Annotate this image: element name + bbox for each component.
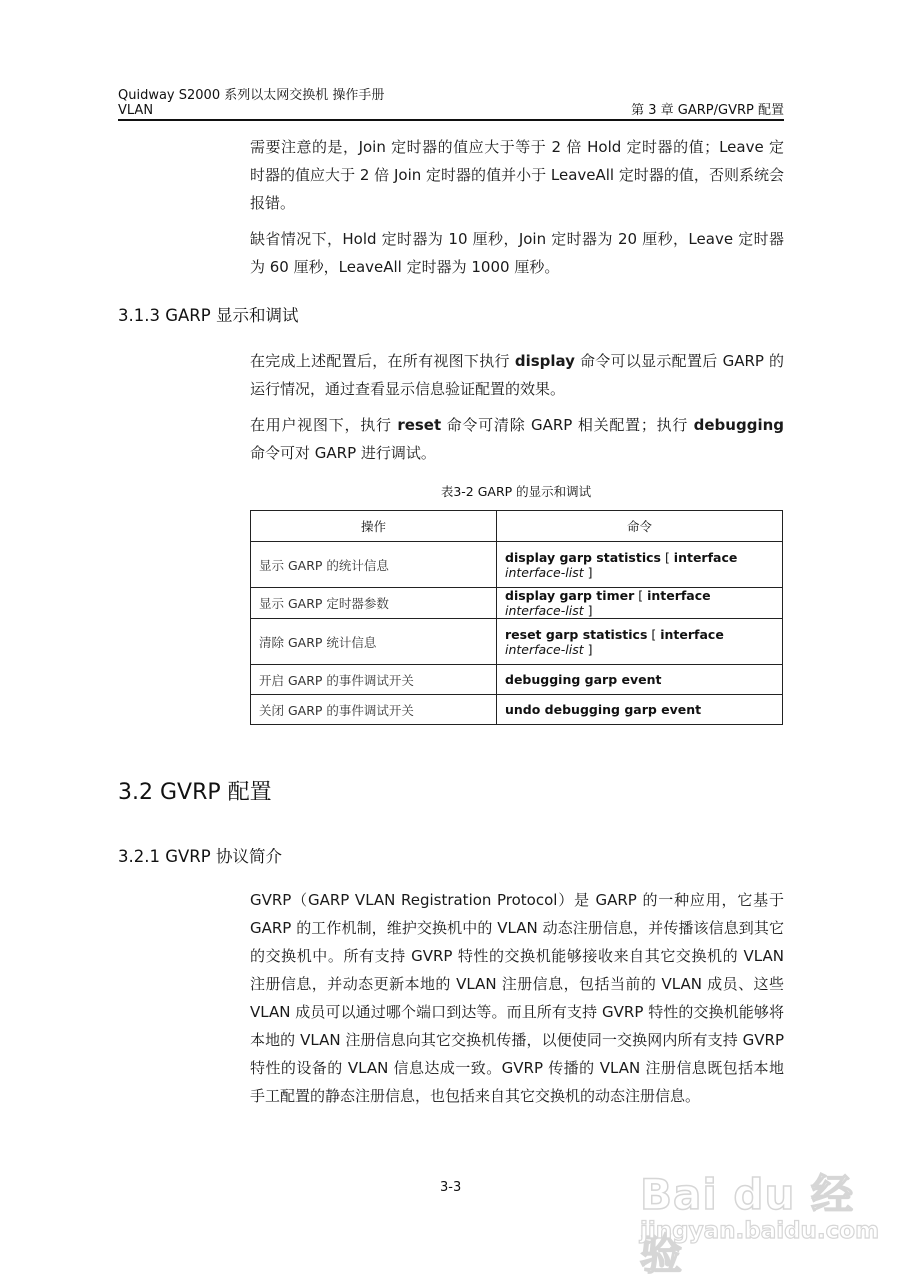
page-number: 3-3	[440, 1180, 462, 1195]
debugging-keyword: debugging	[693, 416, 784, 434]
section-heading-3-1-3: 3.1.3 GARP 显示和调试	[118, 306, 299, 325]
column-header-operation: 操作	[251, 511, 497, 542]
watermark-url: jingyan.baidu.com	[640, 1218, 880, 1244]
baidu-jingyan-watermark	[640, 1148, 880, 1279]
table-row: 显示 GARP 定时器参数 display garp timer [ interface interface-list ]	[251, 588, 783, 619]
table-row: 关闭 GARP 的事件调试开关 undo debugging garp event	[251, 695, 783, 725]
reset-keyword: reset	[397, 416, 442, 434]
display-keyword: display	[514, 352, 575, 370]
garp-command-table	[250, 510, 783, 725]
section-heading-3-2-1: 3.2.1 GVRP 协议简介	[118, 847, 282, 866]
manual-title: Quidway S2000 系列以太网交换机 操作手册	[118, 88, 385, 103]
table-row: 开启 GARP 的事件调试开关 debugging garp event	[251, 665, 783, 695]
table-header-row	[251, 511, 783, 542]
chapter-label: 第 3 章 GARP/GVRP 配置	[631, 103, 784, 118]
header-rule	[118, 119, 784, 121]
watermark-logo: Bai du 经验	[640, 1170, 854, 1279]
display-command-paragraph: 在完成上述配置后，在所有视图下执行 display 命令可以显示配置后 GARP 的运行情况，通过查看显示信息验证配置的效果。	[250, 352, 784, 398]
gvrp-intro-paragraph: GVRP（GARP VLAN Registration Protocol）是 GARP 的一种应用，它基于 GARP 的工作机制，维护交换机中的 VLAN 动态注册信息，并传播该信息到其它的交换机中。所有支持 GVRP 特性的交换机能够接收来自其它交换机的 VLAN 注册信息，并动态更新本地的 VLAN 注册信息，包括当前的 VLAN 成员、这些 VLAN 成员可以通过哪个端口到达等。而且所有支持 GVRP 特性的交换机能够将本地的 VLAN 注册信息向其它交换机传播，以便使同一交换网内所有支持 GVRP 特性的设备的 VLAN 信息达成一致。GVRP 传播的 VLAN 注册信息既包括本地手工配置的静态注册信息，也包括来自其它交换机的动态注册信息。	[250, 891, 784, 1105]
table-caption: 表3-2 GARP 的显示和调试	[440, 484, 592, 499]
section-heading-3-2: 3.2 GVRP 配置	[118, 780, 272, 805]
timer-note-paragraph: 需要注意的是，Join 定时器的值应大于等于 2 倍 Hold 定时器的值；Leave 定时器的值应大于 2 倍 Join 定时器的值并小于 LeaveAll 定时器的值，否则系统会报错。	[250, 138, 784, 212]
column-header-command: 命令	[497, 511, 783, 542]
reset-debug-paragraph: 在用户视图下，执行 reset 命令可清除 GARP 相关配置；执行 debugging 命令可对 GARP 进行调试。	[250, 416, 784, 462]
table-row: 显示 GARP 的统计信息 display garp statistics [ interface interface-list ]	[251, 542, 783, 588]
table-row: 清除 GARP 统计信息 reset garp statistics [ interface interface-list ]	[251, 619, 783, 665]
default-timers-paragraph: 缺省情况下，Hold 定时器为 10 厘秒，Join 定时器为 20 厘秒，Leave 定时器为 60 厘秒，LeaveAll 定时器为 1000 厘秒。	[250, 230, 784, 276]
section-label: VLAN	[118, 103, 154, 118]
